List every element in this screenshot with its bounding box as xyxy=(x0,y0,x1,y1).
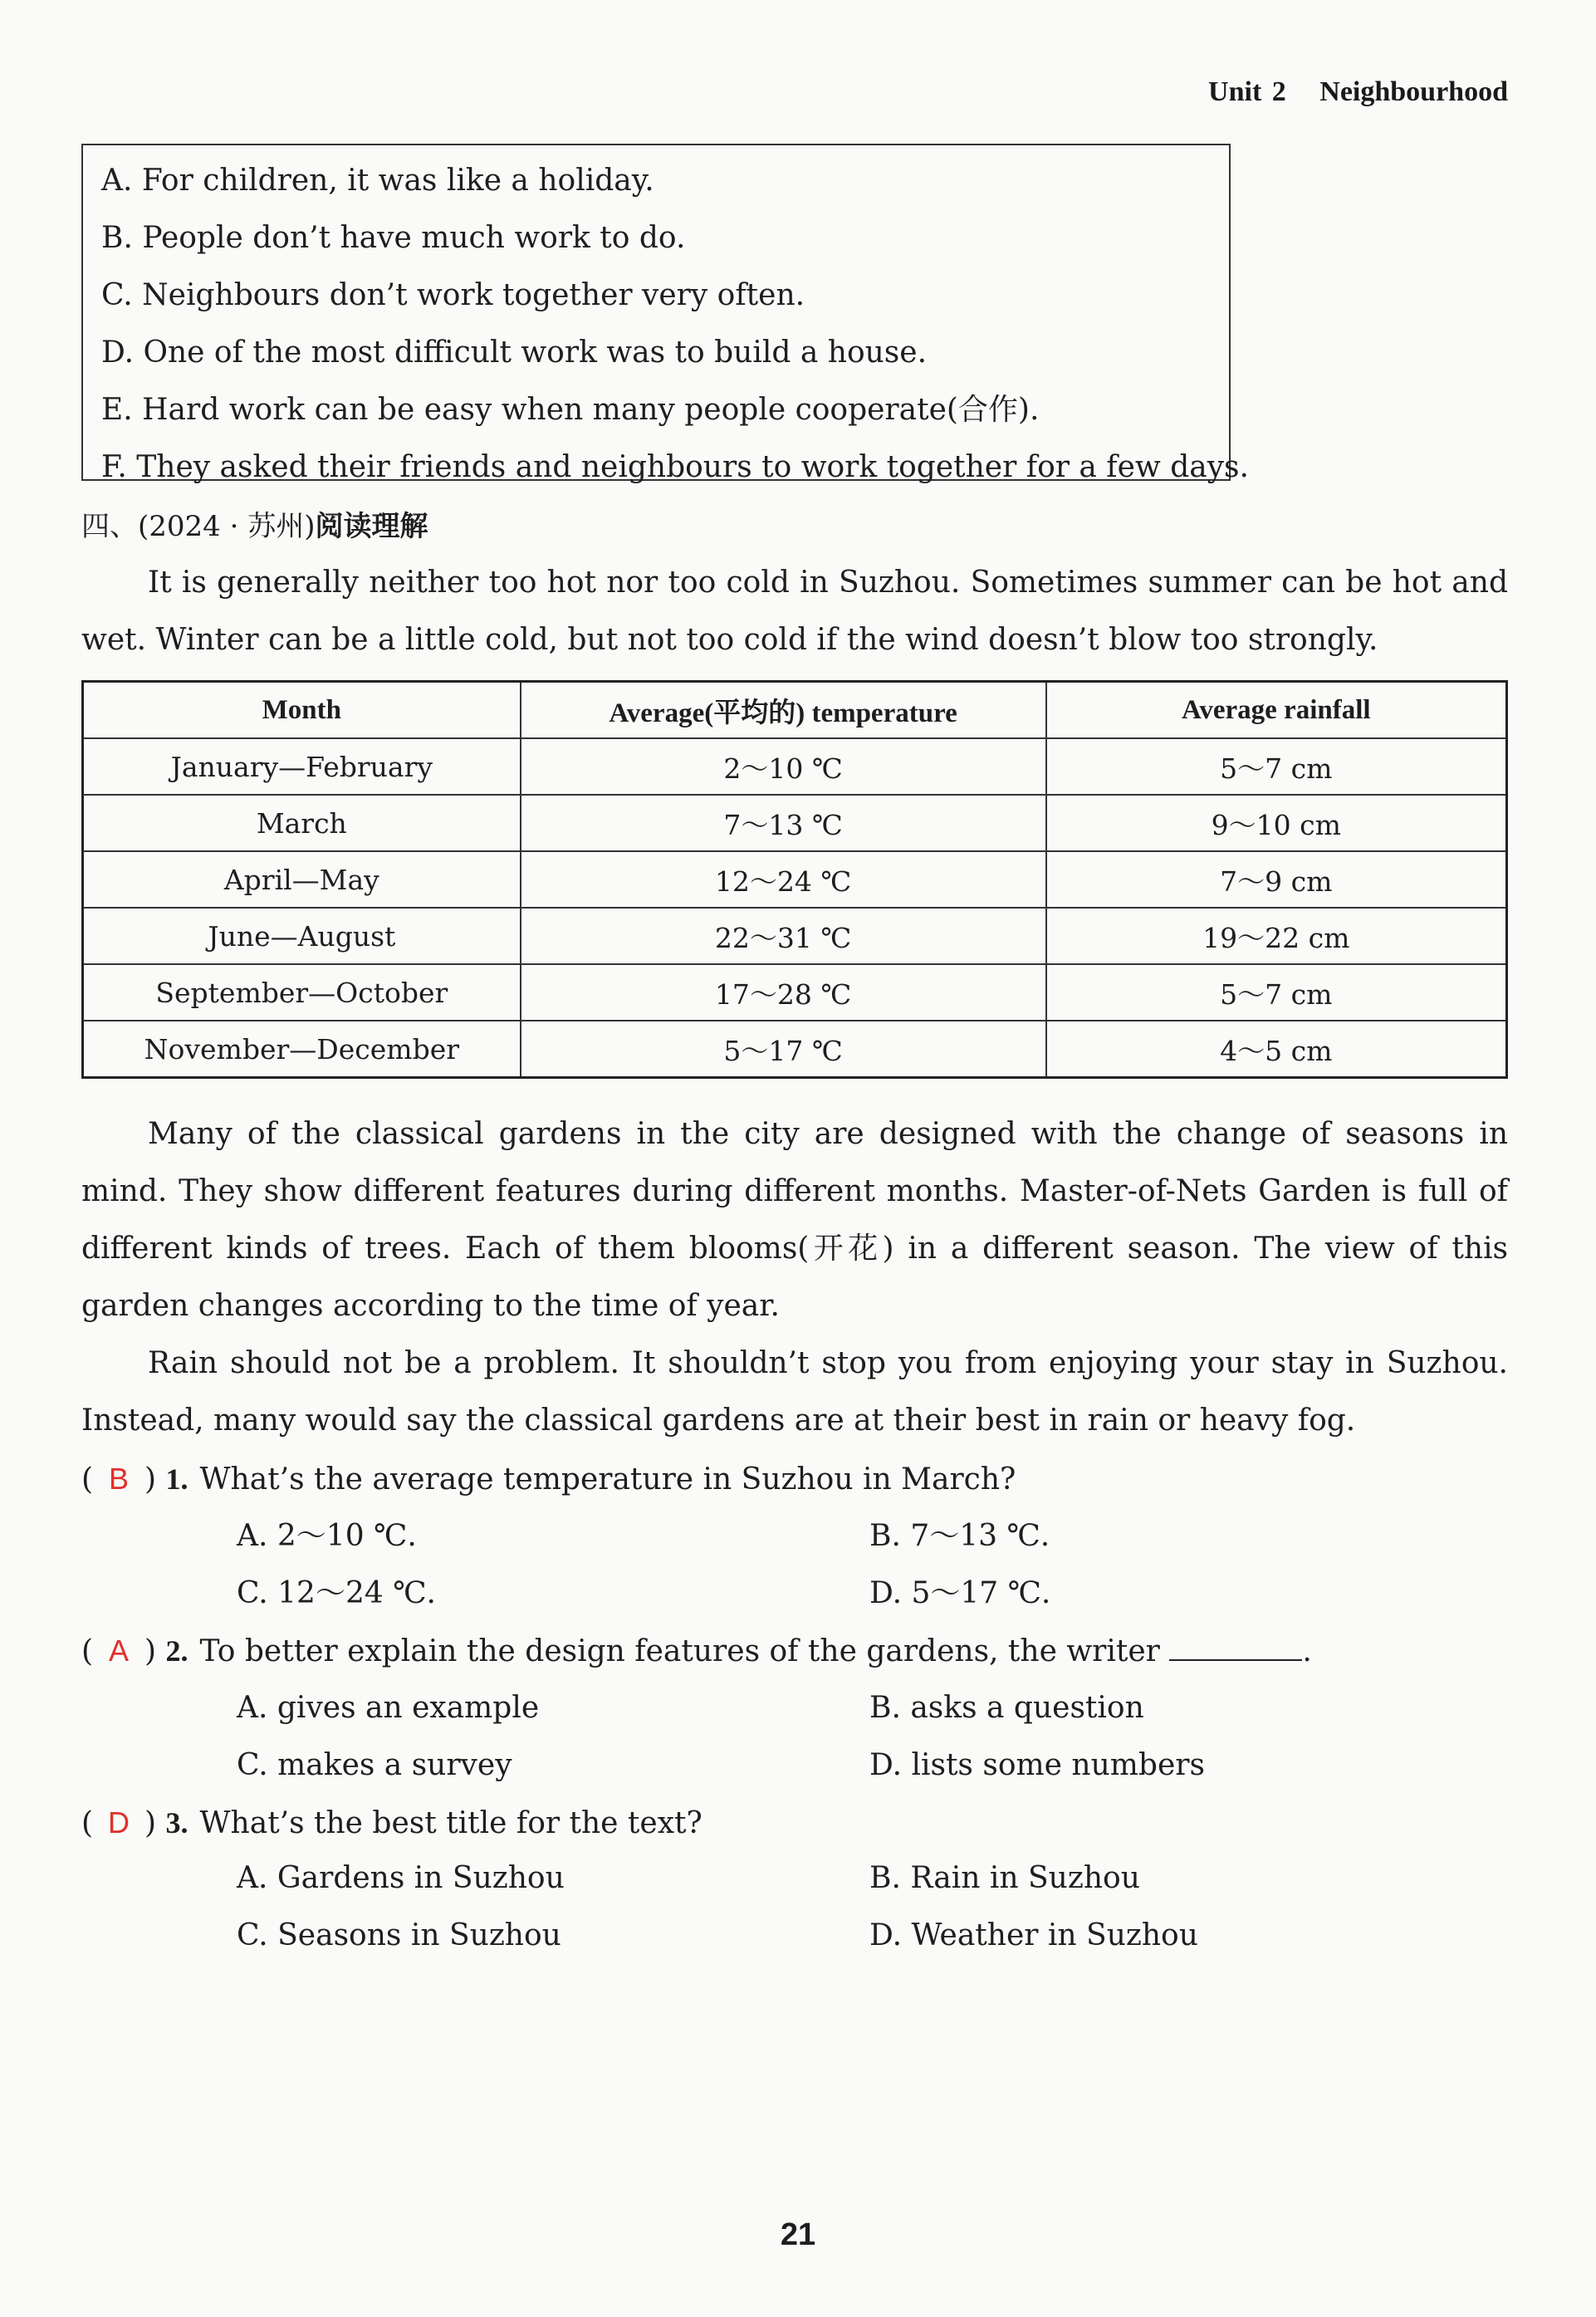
choice-1a: A. 2～10 ℃. xyxy=(237,1519,417,1553)
choice-3a: A. Gardens in Suzhou xyxy=(237,1861,565,1895)
option-f: F. They asked their friends and neighbours to work together for a few days. xyxy=(101,450,1249,484)
table-cell: 4～5 cm xyxy=(1046,1021,1507,1078)
table-cell: 7～13 ℃ xyxy=(521,795,1046,851)
table-cell: April—May xyxy=(83,851,521,908)
table-row xyxy=(83,964,1507,1021)
option-b: B. People don’t have much work to do. xyxy=(101,221,686,255)
table-row xyxy=(83,795,1507,851)
question-number: 2. xyxy=(165,1634,188,1668)
table-cell: 12～24 ℃ xyxy=(521,851,1046,908)
option-e: E. Hard work can be easy when many people cooperate(合作). xyxy=(101,393,1040,427)
choice-1b: B. 7～13 ℃. xyxy=(869,1519,1050,1553)
table-cell: September—October xyxy=(83,964,521,1021)
table-row xyxy=(83,738,1507,795)
choice-2c: C. makes a survey xyxy=(237,1748,512,1782)
table-header: Average rainfall xyxy=(1046,682,1507,739)
choice-1d: D. 5～17 ℃. xyxy=(869,1576,1051,1610)
answer-mark: D xyxy=(108,1805,130,1839)
choice-2a: A. gives an example xyxy=(237,1691,540,1725)
table-cell: 19～22 cm xyxy=(1046,908,1507,964)
table-header: Average(平均的) temperature xyxy=(521,682,1046,739)
table-header: Month xyxy=(83,682,521,739)
table-cell: 5～17 ℃ xyxy=(521,1021,1046,1078)
options-box xyxy=(81,144,1249,484)
question-stem: To better explain the design features of the gardens, the writer xyxy=(199,1634,1160,1668)
question-stem-end: . xyxy=(1302,1634,1312,1668)
choice-1c: C. 12～24 ℃. xyxy=(237,1576,436,1610)
table-cell: March xyxy=(83,795,521,851)
weather-table xyxy=(81,680,1508,1079)
answer-mark: A xyxy=(109,1634,130,1668)
table-cell: 9～10 cm xyxy=(1046,795,1507,851)
option-d: D. One of the most difficult work was to build a house. xyxy=(101,336,928,370)
table-header-row xyxy=(83,682,1507,739)
question-1: ( B ) 1. What’s the average temperature in Suzhou in March? xyxy=(81,1450,1016,1508)
table-row xyxy=(83,908,1507,964)
table-cell: 22～31 ℃ xyxy=(521,908,1046,964)
page-number: 21 xyxy=(780,2217,816,2252)
choice-3d: D. Weather in Suzhou xyxy=(869,1918,1198,1952)
table-cell: 5～7 cm xyxy=(1046,964,1507,1021)
table-cell: 2～10 ℃ xyxy=(521,738,1046,795)
section-heading xyxy=(81,503,428,544)
question-stem: What’s the average temperature in Suzhou in March? xyxy=(199,1462,1016,1496)
answer-mark: B xyxy=(109,1462,130,1496)
table-cell: June—August xyxy=(83,908,521,964)
option-c: C. Neighbours don’t work together very often. xyxy=(101,278,805,312)
question-number: 1. xyxy=(165,1462,188,1496)
option-a: A. For children, it was like a holiday. xyxy=(101,164,654,198)
unit-title: Neighbourhood xyxy=(1319,76,1508,107)
table-cell: 17～28 ℃ xyxy=(521,964,1046,1021)
question-number: 3. xyxy=(165,1806,188,1839)
table-cell: 5～7 cm xyxy=(1046,738,1507,795)
question-2: ( A ) 2. To better explain the design features of the gardens, the writer . xyxy=(81,1622,1312,1680)
answer-blank xyxy=(1169,1634,1302,1661)
choice-3c: C. Seasons in Suzhou xyxy=(237,1918,561,1952)
question-stem: What’s the best title for the text? xyxy=(199,1806,703,1840)
table-cell: January—February xyxy=(83,738,521,795)
section-title: 阅读理解 xyxy=(315,510,428,543)
rain-paragraph: Rain should not be a problem. It shouldn’t stop you from enjoying your stay in Suzhou. Instead, many would say the classical gardens are at their best in rain or heavy fog. xyxy=(81,1346,1508,1438)
choice-2d: D. lists some numbers xyxy=(869,1748,1205,1782)
table-row xyxy=(83,851,1507,908)
choice-3b: B. Rain in Suzhou xyxy=(869,1861,1140,1895)
table-cell: 7～9 cm xyxy=(1046,851,1507,908)
page-header xyxy=(1208,76,1508,108)
unit-label: Unit 2 xyxy=(1208,76,1286,107)
table-cell: November—December xyxy=(83,1021,521,1078)
intro-paragraph: It is generally neither too hot nor too cold in Suzhou. Sometimes summer can be hot and wet. Winter can be a little cold, but not too cold if the wind doesn’t blow too strongly. xyxy=(81,566,1508,657)
question-3: ( D ) 3. What’s the best title for the text? xyxy=(81,1794,703,1852)
section-label: 四、(2024 · 苏州) xyxy=(81,510,316,543)
table-row xyxy=(83,1021,1507,1078)
choice-2b: B. asks a question xyxy=(869,1691,1144,1725)
gardens-paragraph: Many of the classical gardens in the city are designed with the change of seasons in mind. They show different features during different months. Master-of-Nets Garden is full of different kinds of trees. Each of them blooms(开花) in a different season. The view of this garden changes according to the time of year. xyxy=(81,1117,1508,1323)
